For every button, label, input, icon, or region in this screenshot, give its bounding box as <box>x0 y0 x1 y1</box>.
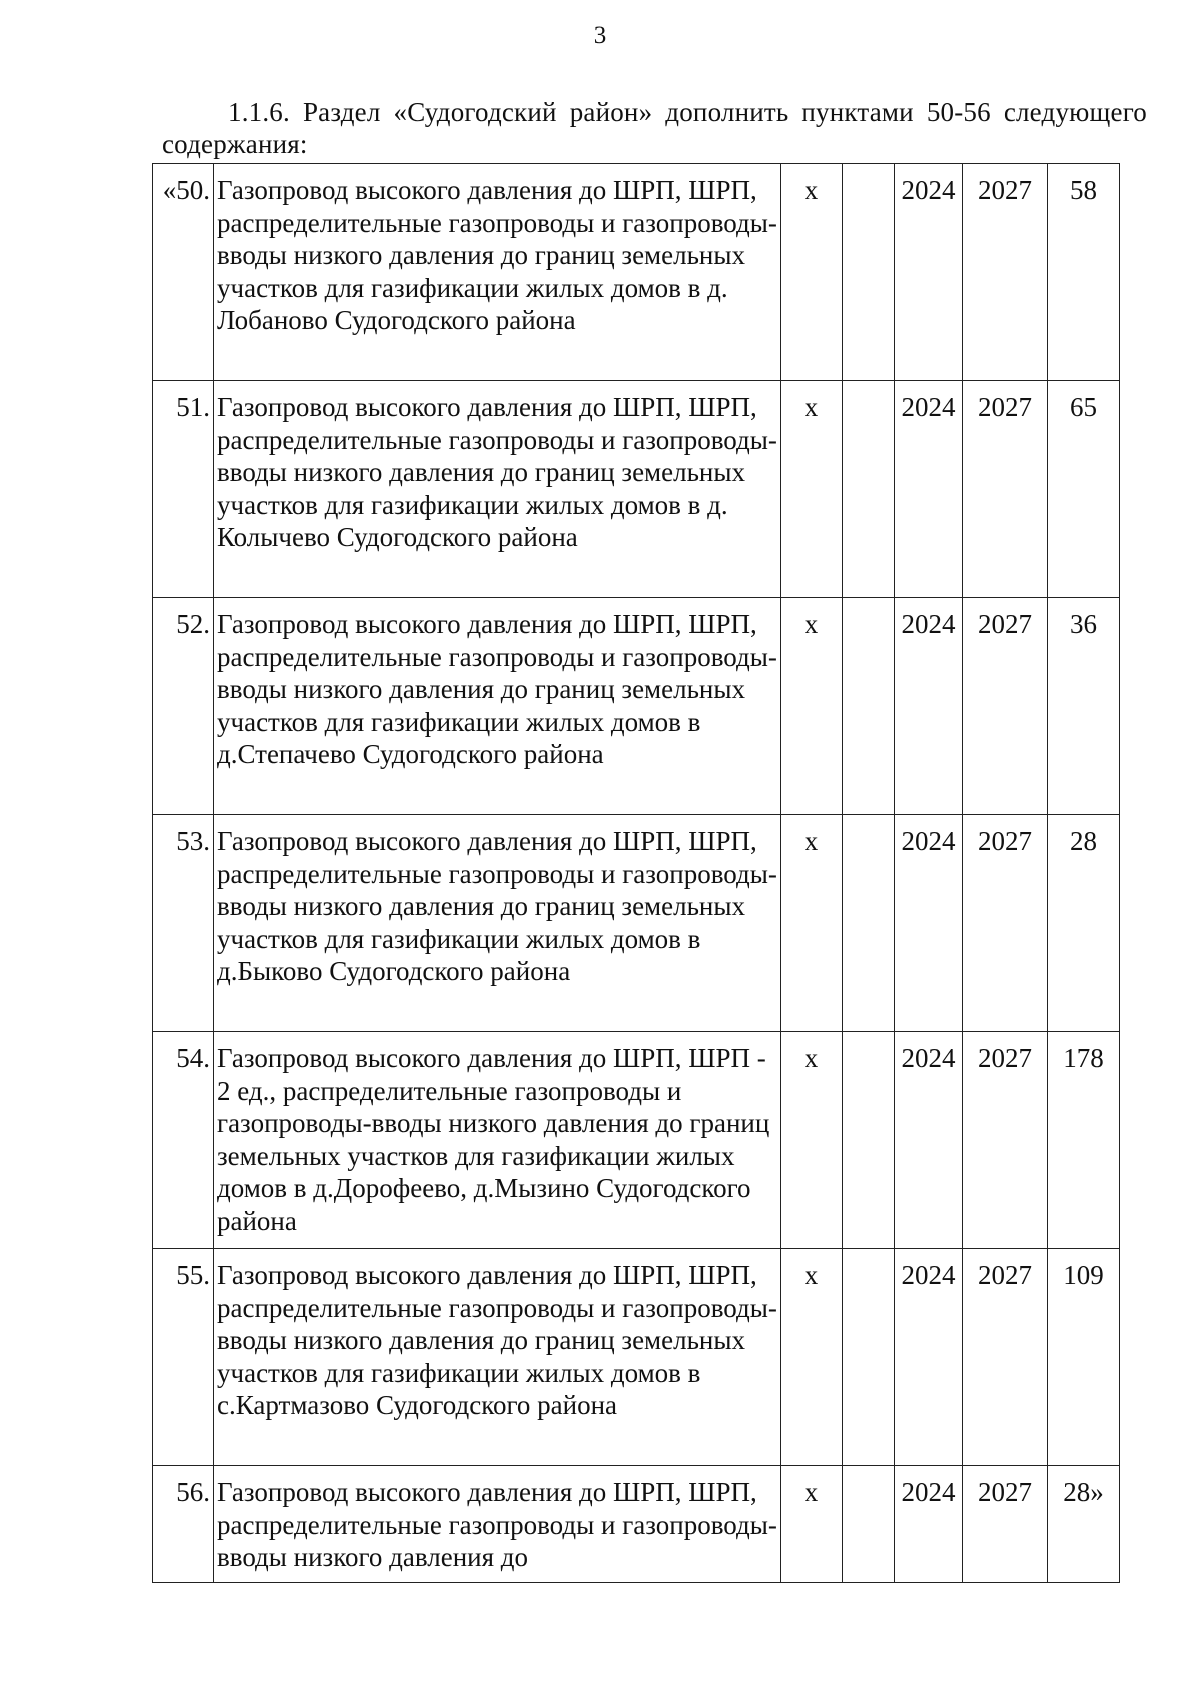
row-end-year: 2027 <box>963 164 1048 381</box>
row-description: Газопровод высокого давления до ШРП, ШРП, распределительные газопроводы и газопроводы-вводы низкого давления до границ земельных участков для газификации жилых домов в д.Быково Судогодского района <box>214 815 781 1032</box>
row-empty-cell <box>843 815 895 1032</box>
row-end-year: 2027 <box>963 381 1048 598</box>
row-mark: х <box>781 1032 843 1249</box>
row-start-year: 2024 <box>895 598 963 815</box>
row-description: Газопровод высокого давления до ШРП, ШРП - 2 ед., распределительные газопроводы и газопроводы-вводы низкого давления до границ земельных участков для газификации жилых домов в д.Дорофеево, д.Мызино Судогодского района <box>214 1032 781 1249</box>
table-row <box>153 1466 1120 1583</box>
row-description: Газопровод высокого давления до ШРП, ШРП, распределительные газопроводы и газопроводы-вводы низкого давления до границ земельных участков для газификации жилых домов в д.Степачево Судогодского района <box>214 598 781 815</box>
row-value: 28» <box>1048 1466 1120 1583</box>
table-row <box>153 598 1120 815</box>
row-number: 52. <box>153 598 214 815</box>
row-number: 53. <box>153 815 214 1032</box>
row-empty-cell <box>843 1249 895 1466</box>
row-start-year: 2024 <box>895 1032 963 1249</box>
row-value: 36 <box>1048 598 1120 815</box>
row-empty-cell <box>843 381 895 598</box>
row-start-year: 2024 <box>895 1466 963 1583</box>
row-number: 54. <box>153 1032 214 1249</box>
table-row <box>153 164 1120 381</box>
row-value: 58 <box>1048 164 1120 381</box>
row-empty-cell <box>843 1032 895 1249</box>
row-value: 178 <box>1048 1032 1120 1249</box>
row-end-year: 2027 <box>963 815 1048 1032</box>
items-table <box>152 163 1120 1583</box>
page-number: 3 <box>593 22 607 49</box>
row-start-year: 2024 <box>895 381 963 598</box>
row-description: Газопровод высокого давления до ШРП, ШРП, распределительные газопроводы и газопроводы-вводы низкого давления до <box>214 1466 781 1583</box>
row-mark: х <box>781 1249 843 1466</box>
row-empty-cell <box>843 1466 895 1583</box>
row-number: 55. <box>153 1249 214 1466</box>
row-value: 109 <box>1048 1249 1120 1466</box>
table-row <box>153 381 1120 598</box>
intro-paragraph: 1.1.6. Раздел «Судогодский район» дополнить пунктами 50-56 следующего содержания: <box>162 97 1147 159</box>
row-end-year: 2027 <box>963 1249 1048 1466</box>
table-row <box>153 1249 1120 1466</box>
row-mark: х <box>781 1466 843 1583</box>
row-empty-cell <box>843 598 895 815</box>
row-mark: х <box>781 815 843 1032</box>
row-description: Газопровод высокого давления до ШРП, ШРП, распределительные газопроводы и газопроводы-вводы низкого давления до границ земельных участков для газификации жилых домов в д. Лобаново Судогодского района <box>214 164 781 381</box>
row-mark: х <box>781 381 843 598</box>
table-row <box>153 815 1120 1032</box>
row-mark: х <box>781 164 843 381</box>
row-number: «50. <box>153 164 214 381</box>
row-number: 51. <box>153 381 214 598</box>
table-row <box>153 1032 1120 1249</box>
row-description: Газопровод высокого давления до ШРП, ШРП, распределительные газопроводы и газопроводы-вводы низкого давления до границ земельных участков для газификации жилых домов в с.Картмазово Судогодского района <box>214 1249 781 1466</box>
row-mark: х <box>781 598 843 815</box>
row-empty-cell <box>843 164 895 381</box>
row-end-year: 2027 <box>963 598 1048 815</box>
row-number: 56. <box>153 1466 214 1583</box>
row-start-year: 2024 <box>895 164 963 381</box>
row-start-year: 2024 <box>895 815 963 1032</box>
row-end-year: 2027 <box>963 1466 1048 1583</box>
row-description: Газопровод высокого давления до ШРП, ШРП, распределительные газопроводы и газопроводы-вводы низкого давления до границ земельных участков для газификации жилых домов в д. Колычево Судогодского района <box>214 381 781 598</box>
row-value: 65 <box>1048 381 1120 598</box>
row-value: 28 <box>1048 815 1120 1032</box>
row-end-year: 2027 <box>963 1032 1048 1249</box>
row-start-year: 2024 <box>895 1249 963 1466</box>
